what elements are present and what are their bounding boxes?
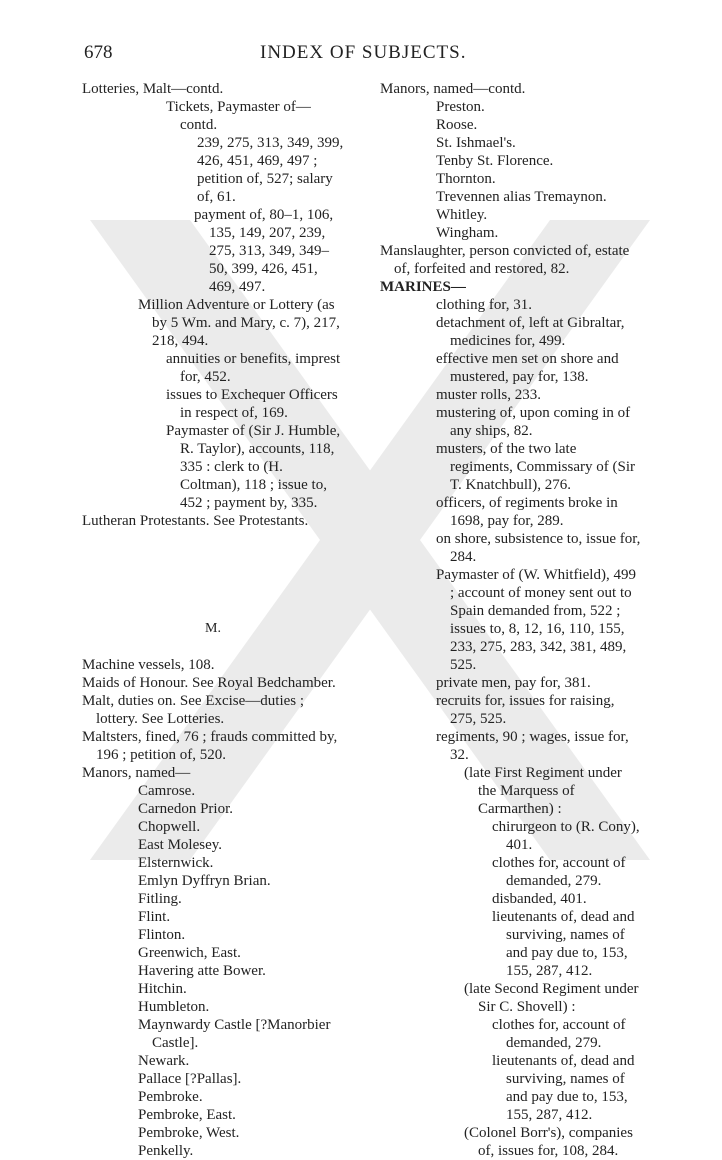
index-entry: chirurgeon to (R. Cony), 401.	[492, 819, 640, 853]
index-entry: Pallace [?Pallas].	[138, 1071, 242, 1087]
page-number: 678	[84, 42, 113, 63]
index-entry: musters, of the two late regiments, Commissary of (Sir T. Knatchbull), 276.	[436, 441, 635, 493]
index-entry: private men, pay for, 381.	[436, 675, 591, 691]
index-entry: Malt, duties on. See Excise—duties ; lottery. See Lotteries.	[82, 693, 305, 727]
index-entry: Newark.	[138, 1053, 190, 1069]
page-header	[84, 42, 640, 70]
index-entry: East Molesey.	[138, 837, 223, 853]
index-entry: Manors, named—	[82, 765, 191, 781]
right-column	[380, 80, 642, 1160]
index-entry: payment of, 80–1, 106, 135, 149, 207, 239, 275, 313, 349, 349–50, 399, 426, 451, 469, 497.	[194, 207, 334, 295]
index-entry: issues to Exchequer Officers in respect of, 169.	[166, 387, 338, 421]
left-column	[82, 80, 344, 1160]
index-entry: Preston.	[436, 99, 485, 115]
index-entry: Paymaster of (W. Whitfield), 499 ; account of money sent out to Spain demanded from, 522 ; issues to, 8, 12, 16, 110, 155, 233, 275, 283, 342, 381, 489, 525.	[436, 567, 636, 673]
index-entry: Thornton.	[436, 171, 496, 187]
index-entry: Maltsters, fined, 76 ; frauds committed by, 196 ; petition of, 520.	[82, 729, 338, 763]
index-entry: Pembroke, East.	[138, 1107, 236, 1123]
index-entry: Carnedon Prior.	[138, 801, 233, 817]
index-entry: muster rolls, 233.	[436, 387, 541, 403]
index-entry: Tickets, Paymaster of—contd.	[166, 99, 311, 133]
index-entry: lieutenants of, dead and surviving, names of and pay due to, 153, 155, 287, 412.	[492, 909, 635, 979]
index-entry: mustering of, upon coming in of any ships, 82.	[436, 405, 631, 439]
index-entry: Pembroke, West.	[138, 1125, 240, 1141]
index-entry: lieutenants of, dead and surviving, names of and pay due to, 153, 155, 287, 412.	[492, 1053, 635, 1123]
index-entry: Machine vessels, 108.	[82, 657, 215, 673]
index-entry: Flint.	[138, 909, 171, 925]
index-entry: Whitley.	[436, 207, 488, 223]
index-entry: (late First Regiment under the Marquess of Carmarthen) :	[464, 765, 622, 817]
index-entry: (late Second Regiment under Sir C. Shovell) :	[464, 981, 639, 1015]
index-entry: Million Adventure or Lottery (as by 5 Wm. and Mary, c. 7), 217, 218, 494.	[138, 297, 340, 349]
index-entry: Hitchin.	[138, 981, 187, 997]
index-entry: clothing for, 31.	[436, 297, 533, 313]
section-letter: M.	[205, 621, 221, 636]
index-entry: Roose.	[436, 117, 478, 133]
index-entry: Greenwich, East.	[138, 945, 241, 961]
index-entry: recruits for, issues for raising, 275, 525.	[436, 693, 615, 727]
index-entry: 239, 275, 313, 349, 399, 426, 451, 469, 497 ; petition of, 527; salary of, 61.	[197, 135, 344, 205]
index-entry: annuities or benefits, imprest for, 452.	[166, 351, 341, 385]
index-heading: MARINES—	[380, 279, 466, 295]
index-entry: clothes for, account of demanded, 279.	[492, 855, 626, 889]
index-entry: Maynwardy Castle [?Manorbier Castle].	[138, 1017, 331, 1051]
index-entry: (Colonel Borr's), companies of, issues for, 108, 284.	[464, 1125, 633, 1159]
index-entry: on shore, subsistence to, issue for, 284.	[436, 531, 641, 565]
index-entry: clothes for, account of demanded, 279.	[492, 1017, 626, 1051]
index-entry: Lutheran Protestants. See Protestants.	[82, 513, 309, 529]
index-entry: Lotteries, Malt—contd.	[82, 81, 224, 97]
index-entry: Havering atte Bower.	[138, 963, 266, 979]
index-entry: Emlyn Dyffryn Brian.	[138, 873, 271, 889]
index-entry: Wingham.	[436, 225, 499, 241]
index-entry: effective men set on shore and mustered, pay for, 138.	[436, 351, 619, 385]
index-entry: Tenby St. Florence.	[436, 153, 554, 169]
index-entry: Camrose.	[138, 783, 196, 799]
index-entry: Fitling.	[138, 891, 182, 907]
index-entry: Humbleton.	[138, 999, 210, 1015]
spacer	[82, 530, 344, 620]
index-entry: officers, of regiments broke in 1698, pay for, 289.	[436, 495, 618, 529]
index-entry: Pembroke.	[138, 1089, 203, 1105]
index-entry: Manors, named—contd.	[380, 81, 526, 97]
index-entry: Manslaughter, person convicted of, estate of, forfeited and restored, 82.	[380, 243, 630, 277]
index-entry: Chopwell.	[138, 819, 201, 835]
index-entry: Trevennen alias Tremaynon.	[436, 189, 607, 205]
index-entry: Elsternwick.	[138, 855, 214, 871]
index-entry: detachment of, left at Gibraltar, medicines for, 499.	[436, 315, 625, 349]
index-entry: disbanded, 401.	[492, 891, 587, 907]
index-entry: Flinton.	[138, 927, 186, 943]
index-entry: regiments, 90 ; wages, issue for, 32.	[436, 729, 629, 763]
index-entry: St. Ishmael's.	[436, 135, 516, 151]
index-entry: Paymaster of (Sir J. Humble, R. Taylor), accounts, 118, 335 : clerk to (H. Coltman), 118 ; issue to, 452 ; payment by, 335.	[166, 423, 341, 511]
index-entry: Penkelly.	[138, 1143, 194, 1159]
page-title: INDEX OF SUBJECTS.	[260, 42, 467, 63]
index-entry: Maids of Honour. See Royal Bedchamber.	[82, 675, 336, 691]
